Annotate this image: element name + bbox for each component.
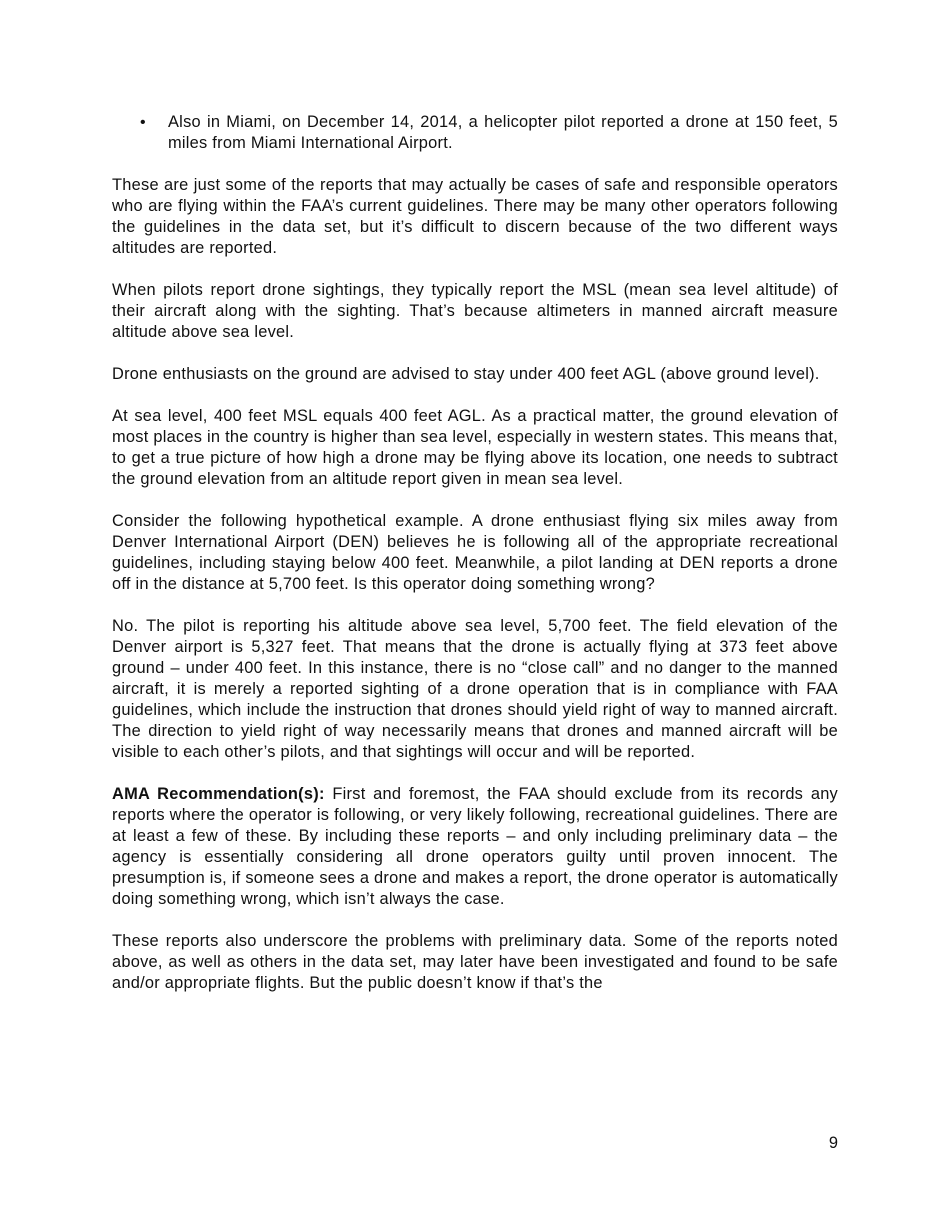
paragraph-hypothetical-example: Consider the following hypothetical example. A drone enthusiast flying six miles away from Denver International Airport (DEN) believes he is following all of the appropriate recreational guidelines, including staying below 400 feet. Meanwhile, a pilot landing at DEN reports a drone off in the distance at 5,700 feet. Is this operator doing something wrong? (112, 512, 838, 593)
paragraph-agl-guideline: Drone enthusiasts on the ground are advised to stay under 400 feet AGL (above ground level). (112, 365, 820, 383)
bullet-dot-icon: • (140, 114, 146, 131)
page-number: 9 (828, 1134, 838, 1152)
bullet-text: Also in Miami, on December 14, 2014, a helicopter pilot reported a drone at 150 feet, 5 miles from Miami International Airport. (168, 113, 838, 152)
paragraph-denver-explanation: No. The pilot is reporting his altitude above sea level, 5,700 feet. The field elevation of the Denver airport is 5,327 feet. That means that the drone is actually flying at 373 feet above ground – under 400 feet. In this instance, there is no “close call” and no danger to the manned aircraft, it is merely a reported sighting of a drone operation that is in compliance with FAA guidelines, which include the instruction that drones should yield right of way to manned aircraft. The direction to yield right of way necessarily means that drones and manned aircraft will be visible to each other’s pilots, and that sightings will occur and will be reported. (112, 617, 838, 761)
paragraph-sea-level-elevation: At sea level, 400 feet MSL equals 400 feet AGL. As a practical matter, the ground elevation of most places in the country is higher than sea level, especially in western states. This means that, to get a true picture of how high a drone may be flying above its location, one needs to subtract the ground elevation from an altitude report given in mean sea level. (112, 407, 838, 488)
bullet-item (112, 112, 838, 154)
recommendation-body: First and foremost, the FAA should exclude from its records any reports where the operator is following, or very likely following, recreational guidelines. There are at least a few of these. By including these reports – and only including preliminary data – the agency is essentially considering all drone operators guilty until proven innocent. The presumption is, if someone sees a drone and makes a report, the drone operator is automatically doing something wrong, which isn’t always the case. (112, 785, 838, 908)
paragraph-preliminary-data: These reports also underscore the problems with preliminary data. Some of the reports noted above, as well as others in the data set, may later have been investigated and found to be safe and/or appropriate flights. But the public doesn’t know if that’s the (112, 932, 838, 992)
paragraph-reports-safe-operators: These are just some of the reports that may actually be cases of safe and responsible operators who are flying within the FAA’s current guidelines. There may be many other operators following the guidelines in the data set, but it’s difficult to discern because of the two different ways altitudes are reported. (112, 176, 838, 257)
page-body (112, 112, 838, 1015)
recommendation-heading: AMA Recommendation(s): (112, 785, 325, 803)
paragraph-ama-recommendation (112, 784, 838, 910)
bullet-list (112, 112, 838, 154)
paragraph-msl-reporting: When pilots report drone sightings, they typically report the MSL (mean sea level altitude) of their aircraft along with the sighting. That’s because altimeters in manned aircraft measure altitude above sea level. (112, 281, 838, 341)
